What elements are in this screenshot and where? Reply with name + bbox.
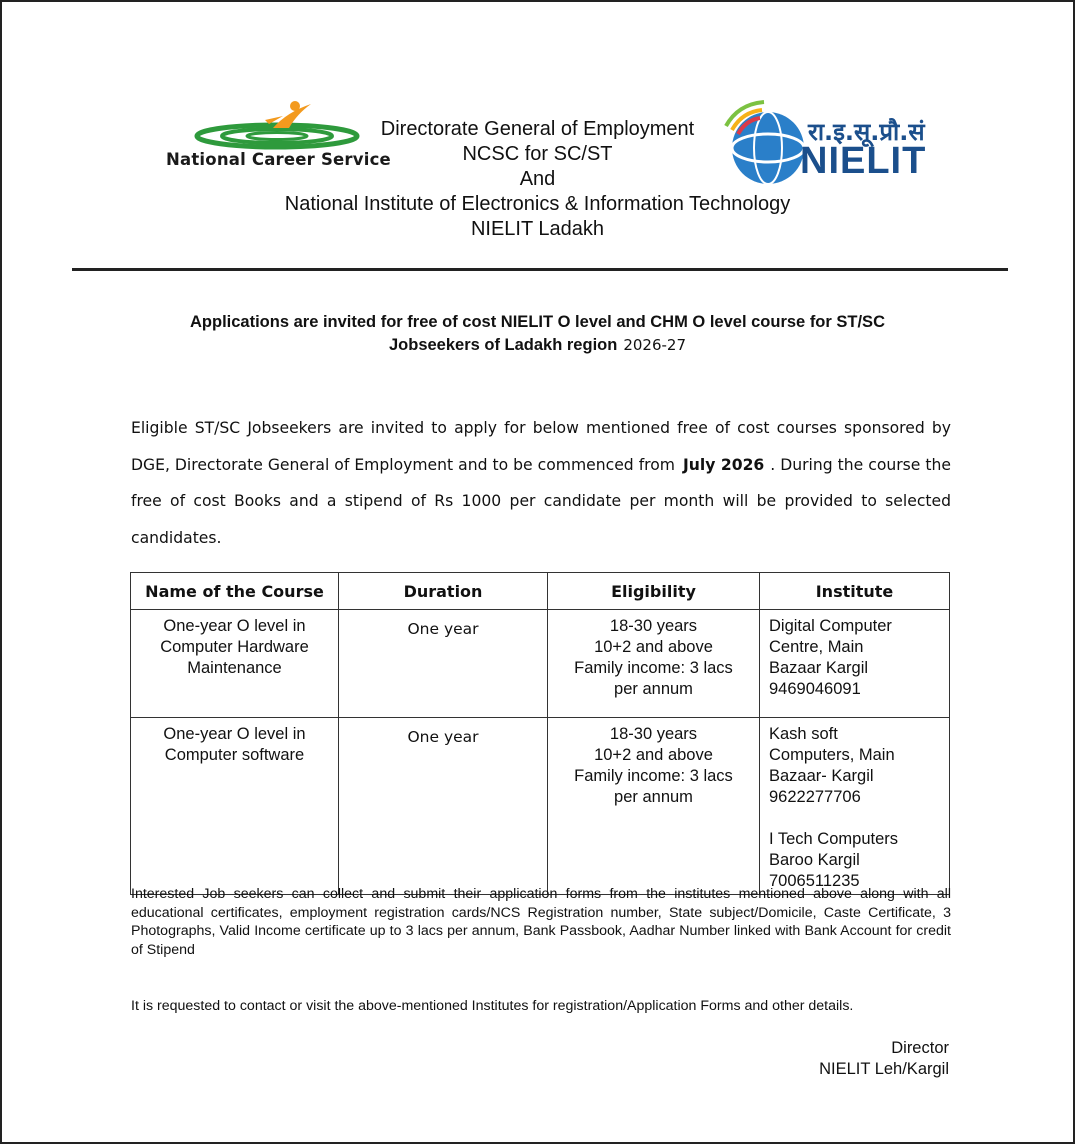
- institute-name-line: I Tech Computers: [769, 830, 899, 848]
- institute-name-line: Kash soft: [769, 725, 838, 743]
- institute-address-line: Bazaar Kargil: [769, 659, 869, 677]
- table-row: [131, 610, 950, 718]
- eligibility-age: 18-30 years: [609, 725, 698, 743]
- duration-cell: One year: [339, 718, 548, 895]
- header-institute: Institute: [760, 573, 950, 610]
- course-name-cell: [131, 610, 339, 718]
- notice-title-region: Jobseekers of Ladakh region: [388, 336, 618, 354]
- signature-designation: Director: [891, 1039, 949, 1057]
- institute-name-line: Centre, Main: [769, 638, 864, 656]
- institute-phone: 9622277706: [769, 788, 861, 806]
- course-name-line: Computer Hardware: [160, 638, 309, 656]
- header-line-directorate: Directorate General of Employment: [380, 118, 695, 140]
- application-instructions: Interested Job seekers can collect and submit their application forms from the institutes mentioned above along with all educational certificates, employment registration cards/NCS Registration number, State subject/Domicile, Caste Certificate, 3 Photographs, Valid Income certificate up to 3 lacs per annum, Bank Passbook, Aadhar Number linked with Bank Account for credit of Stipend: [131, 886, 951, 958]
- eligibility-age: 18-30 years: [609, 617, 698, 635]
- header-line-institute: National Institute of Electronics & Information Technology: [284, 193, 791, 215]
- institute-address-line: Baroo Kargil: [769, 851, 860, 869]
- eligibility-education: 10+2 and above: [594, 746, 713, 764]
- table-row: [131, 718, 950, 895]
- eligibility-income: Family income: 3 lacs: [574, 767, 733, 785]
- institute-cell: [760, 718, 950, 895]
- intro-text-after-date: . During the course the free of cost Books and a stipend of Rs 1000 per candidate per month will be provided to selected candidates.: [131, 455, 951, 548]
- eligibility-cell: [548, 718, 760, 895]
- header-eligibility: Eligibility: [548, 573, 760, 610]
- eligibility-income-period: per annum: [614, 680, 693, 698]
- institute-address-line: Bazaar- Kargil: [769, 767, 874, 785]
- header-divider: [72, 268, 1008, 271]
- institute-name-line: Computers, Main: [769, 746, 895, 764]
- eligibility-income: Family income: 3 lacs: [574, 659, 733, 677]
- nielit-logo-wordmark: NIELIT: [800, 140, 927, 182]
- header-course-name: Name of the Course: [131, 573, 339, 610]
- header-line-ncsc: NCSC for SC/ST: [462, 143, 613, 165]
- notice-title-line1: Applications are invited for free of cost NIELIT O level and CHM O level course for ST/SC: [190, 313, 885, 331]
- nielit-logo-hindi-text: रा.इ.सू.प्रौ.सं: [808, 118, 925, 146]
- eligibility-income-period: per annum: [614, 788, 693, 806]
- commencement-date: July 2026: [682, 455, 765, 474]
- duration-cell: One year: [339, 610, 548, 718]
- eligibility-education: 10+2 and above: [594, 638, 713, 656]
- header-line-and: And: [519, 168, 556, 190]
- notice-title-year: 2026-27: [623, 336, 686, 354]
- course-table: [130, 572, 950, 895]
- eligibility-cell: [548, 610, 760, 718]
- notice-title-line2: [60, 334, 1015, 357]
- contact-note: It is requested to contact or visit the above-mentioned Institutes for registration/Application Forms and other details.: [131, 998, 854, 1014]
- course-name-line: Computer software: [164, 746, 305, 764]
- course-name-line: One-year O level in: [163, 725, 306, 743]
- institute-cell: [760, 610, 950, 718]
- institute-spacer: [769, 808, 945, 829]
- institute-name-line: Digital Computer: [769, 617, 892, 635]
- course-name-cell: [131, 718, 339, 895]
- course-name-line: Maintenance: [187, 659, 282, 677]
- institute-phone: 9469046091: [769, 680, 861, 698]
- intro-text-before-date: Eligible ST/SC Jobseekers are invited to apply for below mentioned free of cost courses sponsored by DGE, Directorate General of Employment and to be commenced from: [131, 419, 951, 474]
- course-name-line: One-year O level in: [163, 617, 306, 635]
- ncs-logo-text: National Career Service: [166, 150, 391, 169]
- header-duration: Duration: [339, 573, 548, 610]
- intro-paragraph: [131, 410, 951, 557]
- header-line-nielit-ladakh: NIELIT Ladakh: [470, 218, 605, 240]
- institute-phone: 7006511235: [769, 872, 860, 890]
- signature-office: NIELIT Leh/Kargil: [819, 1060, 949, 1078]
